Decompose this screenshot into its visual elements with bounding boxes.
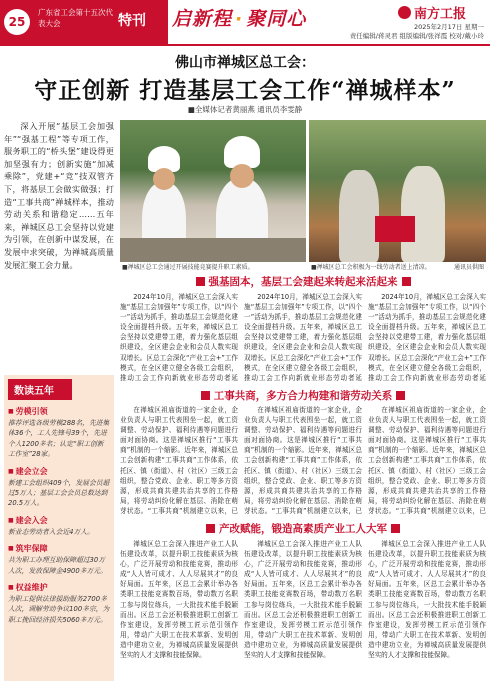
photo-summer-care <box>309 120 486 262</box>
issue-date: 2025年2月17日 星期一 <box>413 23 484 31</box>
section-body: 在禅城区祖庙街道的一家企业，企业负责人与职工代表围坐一起，就工资调整、劳动保护、福利待遇等问题进行面对面协商。这是禅城区推行“工事共商”机制的一个缩影。近年来，禅城区总工会创新构建“工事共商”工作体系，依托区、镇（街道）、村（社区）三级工会组织，整合党政、企业、职工等多方资源，形成共商共建共治共享的工作格局，将劳动纠纷化解在基层、消除在萌芽状态。“工事共商”机制建立以来，已 <box>120 406 238 515</box>
section-body: 禅城区总工会深入推进产业工人队伍建设改革，以提升职工技能素质为核心，广泛开展劳动和技能竞赛，推动形成“人人皆可成才、人人尽展其才”的良好局面。五年来，区总工会累计举办各类职工技能竞赛数百场，带动数万名职工参与岗位练兵，一大批技术能手脱颖而出。区总工会还积极推进职工创新工作室建设，发挥劳模工匠示范引领作用，带动广大职工在技术革新、发明创造中建功立业，为禅城高质量发展提供坚实的人才支撑和技能保障。 <box>368 540 486 660</box>
header-slogan <box>172 4 306 31</box>
section-heading: 强基固本，基层工会建起来转起来活起来 <box>120 274 486 289</box>
sidebar-item-head: ■ 权益维护 <box>8 582 110 593</box>
sidebar-item-head: ■ 建会入会 <box>8 515 110 526</box>
logo-text: 南方工报 <box>414 7 467 22</box>
section-body: 2024年10月，禅城区总工会深入实施“基层工会加强年”专项工作，以“四个一”活动为抓手，推动基层工会规范化建设全面提档升级。五年来，禅城区总工会坚持以党建带工建，着力强化基层组织建设，全区建会企业和会员人数实现双增长。区总工会深化“产业工会+”工作模式，在全区建立健全各级工会组织，推动工会工作向新就业形态劳动者延 <box>368 293 486 382</box>
worker-figure <box>339 170 379 262</box>
special-edition-banner <box>0 0 168 44</box>
section-body: 在禅城区祖庙街道的一家企业，企业负责人与职工代表围坐一起，就工资调整、劳动保护、福利待遇等问题进行面对面协商。这是禅城区推行“工事共商”机制的一个缩影。近年来，禅城区总工会创新构建“工事共商”工作体系，依托区、镇（街道）、村（社区）三级工会组织，整合党政、企业、职工等多方资源，形成共商共建共治共享的工作格局，将劳动纠纷化解在基层、消除在萌芽状态。“工事共商”机制建立以来，已 <box>368 406 486 515</box>
photo-caption: ■禅城区总工会积极为一线劳动者送上清凉。 <box>311 264 431 271</box>
sidebar-item <box>8 466 110 509</box>
article-lead: 深入开展“基层工会加强年”“强基工程”等专项工作，服务职工的“桥头堡”建设得更加坚强有力；创新实施“加减乘除”，党建+“竞”技双管齐下，将基层工会做实做强；打造“工事共商”禅城样本，推动劳动关系和谐稳定……五年来，禅城区总工会坚持以党建为引领，在创新中谋发展，在发展中求突破，为禅城高质量发展汇聚工会力量。 <box>4 121 114 270</box>
newspaper-logo <box>398 2 486 22</box>
article-kicker: 佛山市禅城区总工会： <box>175 55 315 71</box>
editor-credits: 责任编辑/蒋灵君 组版编辑/张祥霞 校对/戴小玲 <box>349 32 484 40</box>
slogan-separator: · <box>235 8 244 30</box>
article-byline: ■全媒体记者黄丽燕 通讯员李雯静 <box>187 105 303 114</box>
sidebar-item-head: ■ 筑牢保障 <box>8 543 110 554</box>
header-divider <box>0 44 490 46</box>
page-number: 25 <box>4 9 30 35</box>
section-body: 禅城区总工会深入推进产业工人队伍建设改革，以提升职工技能素质为核心，广泛开展劳动和技能竞赛，推动形成“人人皆可成才、人人尽展其才”的良好局面。五年来，区总工会累计举办各类职工技能竞赛数百场，带动数万名职工参与岗位练兵，一大批技术能手脱颖而出。区总工会还积极推进职工创新工作室建设，发挥劳模工匠示范引领作用，带动广大职工在技术革新、发明创造中建功立业，为禅城高质量发展提供坚实的人才支撑和技能保障。 <box>244 540 362 660</box>
section-heading: 工事共商，多方合力构建和谐劳动关系 <box>120 388 486 403</box>
chef-face <box>153 168 175 190</box>
special-edition-label: 特刊 <box>118 13 146 29</box>
sidebar-item <box>8 406 110 460</box>
section-heading: 产改赋能，锻造高素质产业工人大军 <box>120 521 486 536</box>
stats-sidebar <box>4 375 114 681</box>
logo-icon <box>398 6 411 19</box>
photo-caption: ■禅城区总工会通过开展技能竞赛提升职工素质。 <box>122 264 254 271</box>
sidebar-item-body: 共为职工办理互助保障超过30万人次，发放保障金4900多万元。 <box>8 556 107 575</box>
slogan-right: 聚同心 <box>246 8 307 30</box>
sidebar-title: 数读五年 <box>8 379 72 400</box>
sidebar-item-head: ■ 建会立会 <box>8 466 110 477</box>
sidebar-item-body: 推荐评选各级劳模288名，先进集体36个，工人先锋号39个，先进个人1200多名；认定“职工创新工作室”28家。 <box>8 419 110 459</box>
sidebar-item <box>8 515 110 537</box>
section-body: 在禅城区祖庙街道的一家企业，企业负责人与职工代表围坐一起，就工资调整、劳动保护、福利待遇等问题进行面对面协商。这是禅城区推行“工事共商”机制的一个缩影。近年来，禅城区总工会创新构建“工事共商”工作体系，依托区、镇（街道）、村（社区）三级工会组织，整合党政、企业、职工等多方资源，形成共商共建共治共享的工作格局，将劳动纠纷化解在基层、消除在萌芽状态。“工事共商”机制建立以来，已 <box>244 406 362 515</box>
sidebar-item-head: ■ 劳模引领 <box>8 406 110 417</box>
cooking-table <box>120 238 306 262</box>
slogan-left: 启新程 <box>172 8 233 30</box>
sidebar-item-body: 为职工提供法律援助服务2700多人次，调解劳动争议100多宗，为职工挽回经济损失5060多万元。 <box>8 595 110 624</box>
page-header <box>0 0 490 44</box>
section-body: 禅城区总工会深入推进产业工人队伍建设改革，以提升职工技能素质为核心，广泛开展劳动和技能竞赛，推动形成“人人皆可成才、人人尽展其才”的良好局面。五年来，区总工会累计举办各类职工技能竞赛数百场，带动数万名职工参与岗位练兵，一大批技术能手脱颖而出。区总工会还积极推进职工创新工作室建设，发挥劳模工匠示范引领作用，带动广大职工在技术革新、发明创造中建功立业，为禅城高质量发展提供坚实的人才支撑和技能保障。 <box>120 540 238 660</box>
photo-credit: 通讯员供图 <box>453 264 484 271</box>
sidebar-item-body: 新建工会组织409个，发展会员超过5万人；基层工会会员总数达到20.5万人。 <box>8 478 110 508</box>
gift-box <box>375 216 415 242</box>
photo-skills-competition <box>120 120 306 262</box>
sidebar-item <box>8 543 110 576</box>
left-column <box>4 120 114 682</box>
article-title: 守正创新 打造基层工会工作“禅城样本” <box>34 77 456 104</box>
section-body: 2024年10月，禅城区总工会深入实施“基层工会加强年”专项工作，以“四个一”活动为抓手，推动基层工会规范化建设全面提档升级。五年来，禅城区总工会坚持以党建带工建，着力强化基层组织建设，全区建会企业和会员人数实现双增长。区总工会深化“产业工会+”工作模式，在全区建立健全各级工会组织，推动工会工作向新就业形态劳动者延 <box>120 293 238 382</box>
section-body: 2024年10月，禅城区总工会深入实施“基层工会加强年”专项工作，以“四个一”活动为抓手，推动基层工会规范化建设全面提档升级。五年来，禅城区总工会坚持以党建带工建，着力强化基层组织建设，全区建会企业和会员人数实现双增长。区总工会深化“产业工会+”工作模式，在全区建立健全各级工会组织，推动工会工作向新就业形态劳动者延 <box>244 293 362 382</box>
sidebar-item <box>8 582 110 625</box>
chef-face <box>230 164 254 188</box>
congress-kicker: 广东省工会第十五次代表大会 <box>38 8 113 28</box>
worker-figure <box>401 166 445 262</box>
sidebar-item-body: 新业态劳动者入会近4万人。 <box>8 527 94 536</box>
